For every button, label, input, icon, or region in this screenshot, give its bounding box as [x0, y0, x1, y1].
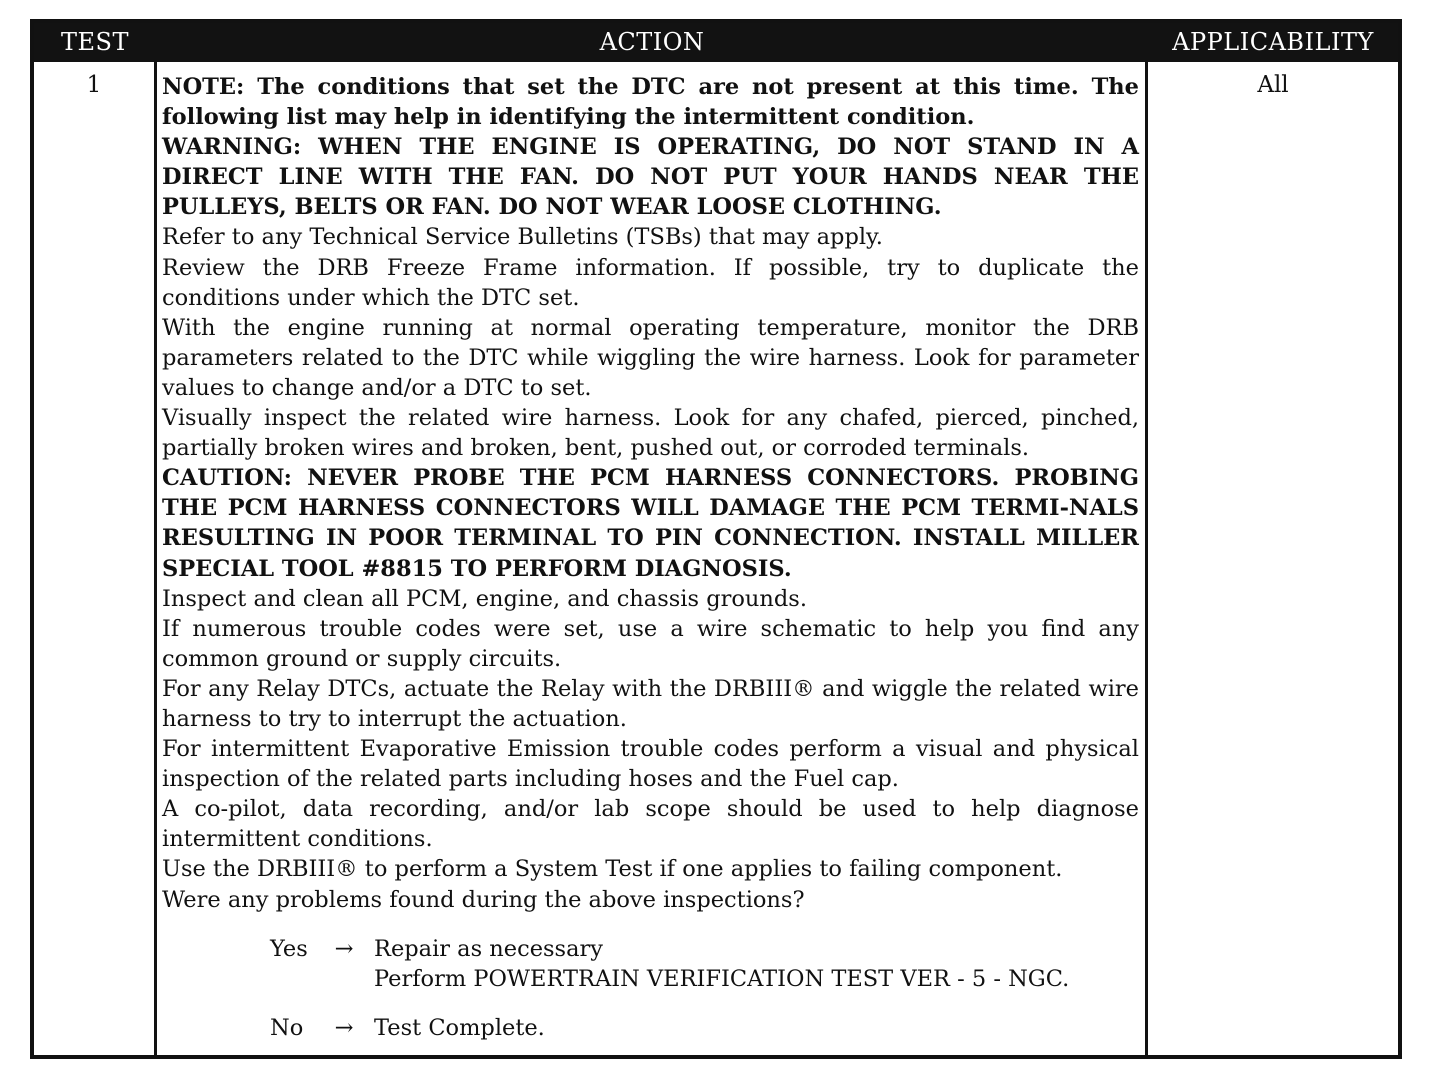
column-divider-action: [1145, 62, 1148, 1055]
action-step: For any Relay DTCs, actuate the Relay with the DRBIII® and wiggle the related wire harness to try to interrupt the actuation.: [162, 675, 1139, 732]
action-step: A co-pilot, data recording, and/or lab scope should be used to help diagnose intermittent conditions.: [162, 796, 1139, 853]
no-result-line: Test Complete.: [374, 1014, 545, 1041]
header-test: TEST: [61, 28, 129, 56]
action-cell: [162, 72, 1139, 1043]
header-action: ACTION: [599, 28, 705, 56]
note-paragraph: NOTE: The conditions that set the DTC are not present at this time. The following list may help in identifying the intermittent condition.: [162, 74, 1139, 131]
yes-result-line: Repair as necessary: [374, 935, 603, 962]
column-divider-test: [154, 62, 157, 1055]
action-step: Refer to any Technical Service Bulletins (TSBs) that may apply.: [162, 224, 883, 251]
caution-paragraph: CAUTION: NEVER PROBE THE PCM HARNESS CONNECTORS. PROBING THE PCM HARNESS CONNECTORS WILL DAMAGE THE PCM TERMI-NALS RESULTING IN POOR TERMINAL TO PIN CONNECTION. INSTALL MILLER SPECIAL TOOL #8815 TO PERFORM DIAGNOSIS.: [162, 465, 1139, 582]
table-header: [34, 23, 1398, 62]
action-step: Inspect and clean all PCM, engine, and chassis grounds.: [162, 585, 807, 612]
no-result: [374, 1013, 1139, 1043]
action-step: Visually inspect the related wire harness. Look for any chafed, pierced, pinched, partially broken wires and broken, bent, pushed out, or corroded terminals.: [162, 405, 1139, 462]
no-label: No: [270, 1014, 304, 1041]
answer-yes: [162, 934, 1139, 994]
diagnostic-test-table: [30, 19, 1402, 1059]
action-step: Review the DRB Freeze Frame information. If possible, try to duplicate the conditions under which the DTC set.: [162, 254, 1139, 311]
question-paragraph: Were any problems found during the above inspections?: [162, 886, 805, 913]
action-step: If numerous trouble codes were set, use a wire schematic to help you find any common ground or supply circuits.: [162, 615, 1139, 672]
yes-result: [374, 934, 1139, 994]
action-step: Use the DRBIII® to perform a System Test if one applies to failing component.: [162, 856, 1063, 883]
action-step: With the engine running at normal operating temperature, monitor the DRB parameters related to the DTC while wiggling the wire harness. Look for parameter values to change and/or a DTC to set.: [162, 314, 1139, 401]
applicability-value: All: [1257, 72, 1289, 98]
answer-no: [162, 1013, 1139, 1043]
yes-label: Yes: [270, 935, 308, 962]
arrow-right-icon: →: [334, 1014, 354, 1041]
header-applicability: APPLICABILITY: [1172, 28, 1374, 56]
test-number: 1: [86, 72, 102, 98]
yes-result-line: Perform POWERTRAIN VERIFICATION TEST VER - 5 - NGC.: [374, 965, 1070, 992]
arrow-right-icon: →: [334, 935, 354, 962]
action-step: For intermittent Evaporative Emission trouble codes perform a visual and physical inspection of the related parts including hoses and the Fuel cap.: [162, 736, 1139, 793]
warning-paragraph: WARNING: WHEN THE ENGINE IS OPERATING, DO NOT STAND IN A DIRECT LINE WITH THE FAN. DO NOT PUT YOUR HANDS NEAR THE PULLEYS, BELTS OR FAN. DO NOT WEAR LOOSE CLOTHING.: [162, 134, 1139, 221]
